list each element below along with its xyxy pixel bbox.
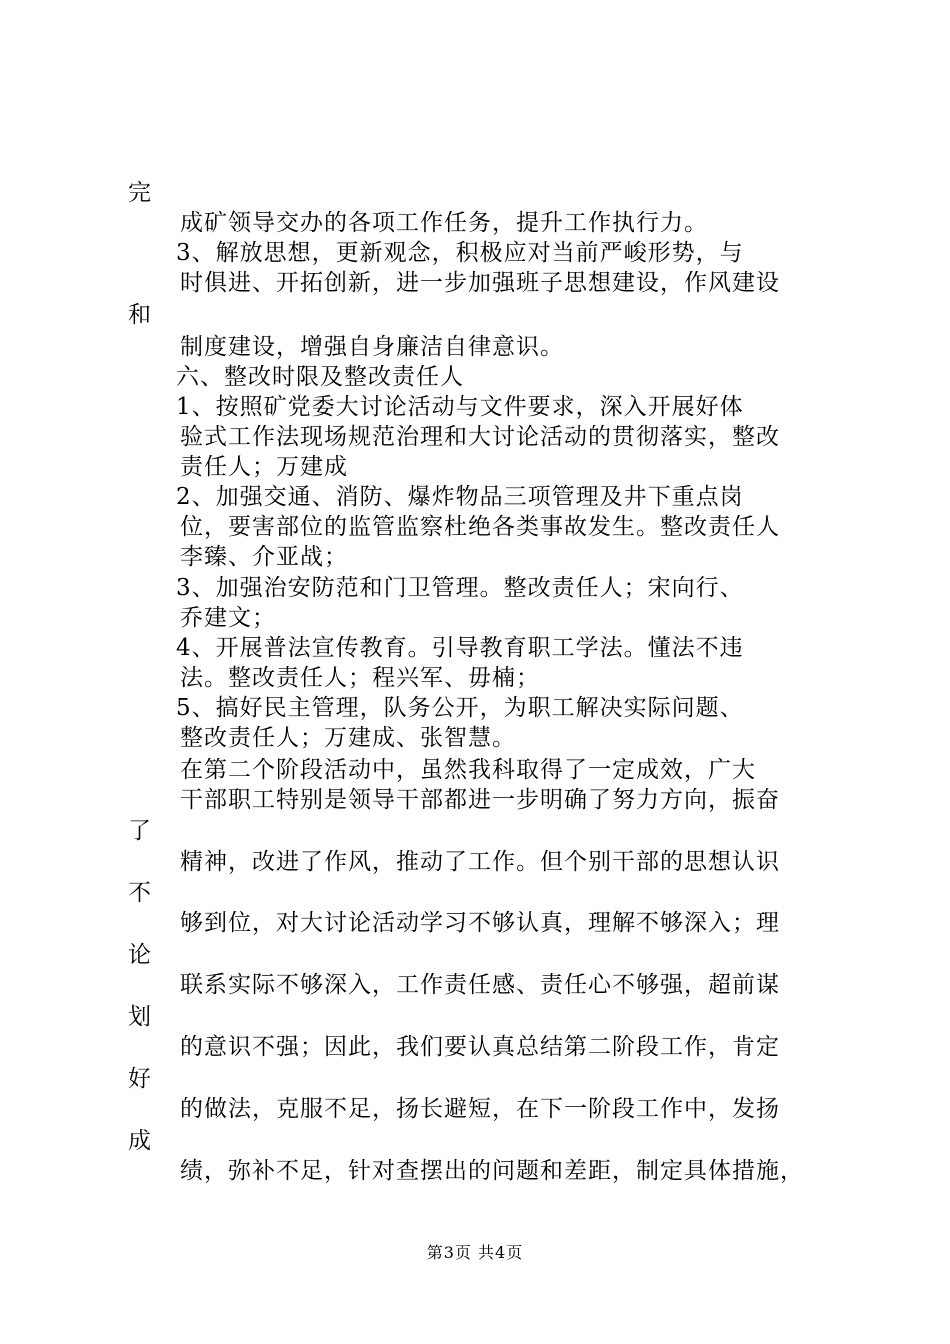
text-line-22: 了 bbox=[128, 818, 152, 844]
text-line-29: 的意识不强；因此，我们要认真总结第二阶段工作，肯定 bbox=[180, 1034, 780, 1060]
page-number-footer: 第3页 共4页 bbox=[426, 1243, 524, 1262]
text-line-31: 的做法，克服不足，扬长避短，在下一阶段工作中，发扬 bbox=[180, 1096, 780, 1122]
text-line-8: 1、按照矿党委大讨论活动与文件要求，深入开展好体 bbox=[176, 394, 744, 420]
text-line-24: 不 bbox=[128, 880, 152, 906]
text-line-21: 干部职工特别是领导干部都进一步明确了努力方向，振奋 bbox=[180, 787, 780, 813]
text-line-7: 六、整改时限及整改责任人 bbox=[176, 364, 464, 390]
text-line-3: 3、解放思想，更新观念，积极应对当前严峻形势，与 bbox=[176, 240, 744, 266]
text-line-16: 4、开展普法宣传教育。引导教育职工学法。懂法不违 bbox=[176, 635, 744, 661]
text-line-6: 制度建设，增强自身廉洁自律意识。 bbox=[180, 334, 564, 360]
text-line-18: 5、搞好民主管理，队务公开，为职工解决实际问题、 bbox=[176, 695, 744, 721]
text-line-23: 精神，改进了作风，推动了工作。但个别干部的思想认识 bbox=[180, 849, 780, 875]
text-line-30: 好 bbox=[128, 1066, 152, 1092]
text-line-13: 李臻、介亚战； bbox=[180, 544, 348, 570]
text-line-33: 绩，弥补不足，针对查摆出的问题和差距，制定具体措施， bbox=[180, 1158, 804, 1184]
text-line-2: 成矿领导交办的各项工作任务，提升工作执行力。 bbox=[180, 210, 708, 236]
text-line-19: 整改责任人；万建成、张智慧。 bbox=[180, 725, 516, 751]
text-line-9: 验式工作法现场规范治理和大讨论活动的贯彻落实，整改 bbox=[180, 424, 780, 450]
text-line-20: 在第二个阶段活动中，虽然我科取得了一定成效，广大 bbox=[180, 757, 756, 783]
text-line-27: 联系实际不够深入，工作责任感、责任心不够强，超前谋 bbox=[180, 972, 780, 998]
text-line-17: 法。整改责任人；程兴军、毋楠； bbox=[180, 665, 540, 691]
text-line-12: 位，要害部位的监管监察杜绝各类事故发生。整改责任人 bbox=[180, 514, 780, 540]
text-line-11: 2、加强交通、消防、爆炸物品三项管理及井下重点岗 bbox=[176, 484, 744, 510]
text-line-4: 时俱进、开拓创新，进一步加强班子思想建设，作风建设 bbox=[180, 270, 780, 296]
text-line-28: 划 bbox=[128, 1004, 152, 1030]
text-line-14: 3、加强治安防范和门卫管理。整改责任人；宋向行、 bbox=[176, 575, 744, 601]
text-line-25: 够到位，对大讨论活动学习不够认真，理解不够深入；理 bbox=[180, 910, 780, 936]
text-line-15: 乔建文； bbox=[180, 605, 276, 631]
text-line-10: 责任人；万建成 bbox=[180, 454, 348, 480]
text-line-32: 成 bbox=[128, 1128, 152, 1154]
text-line-5: 和 bbox=[128, 302, 152, 328]
text-line-26: 论 bbox=[128, 942, 152, 968]
text-line-1: 完 bbox=[128, 180, 152, 206]
